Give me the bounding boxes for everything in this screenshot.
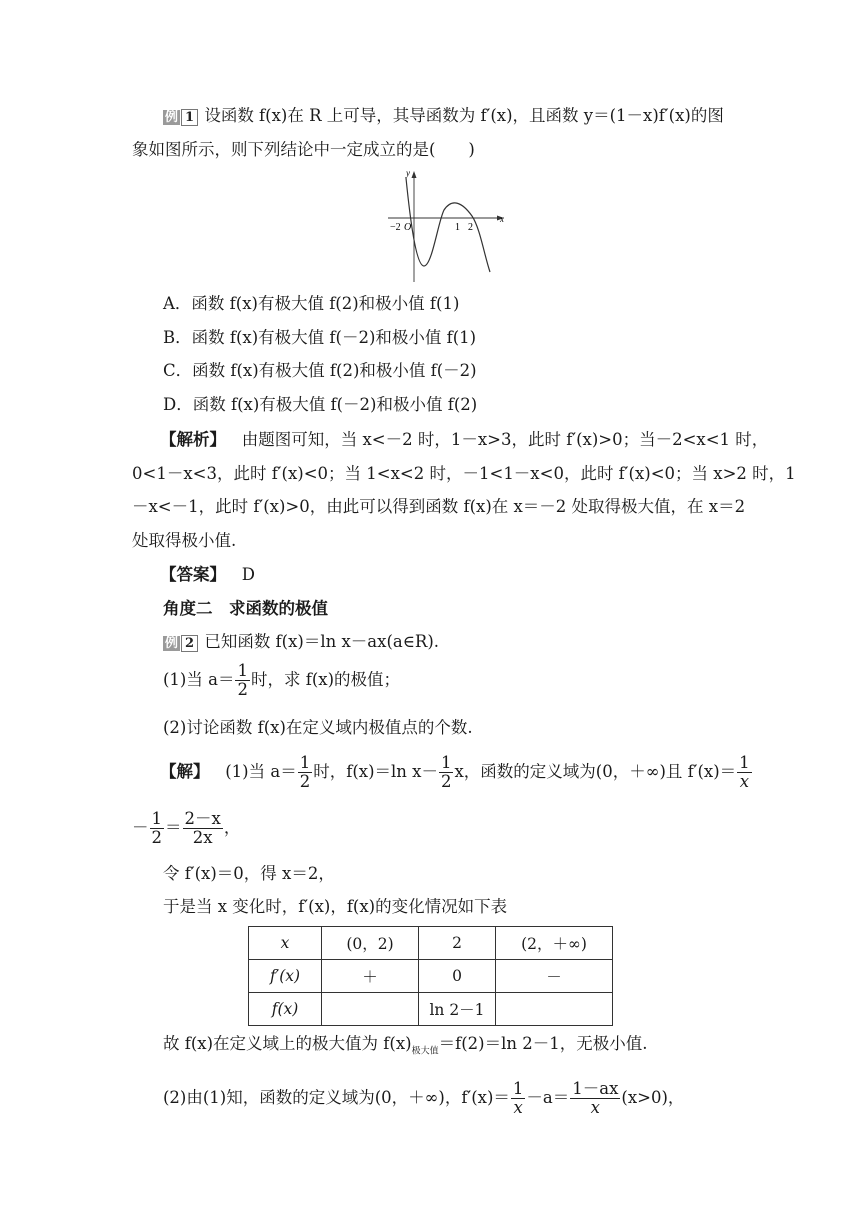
y-axis-arrow bbox=[412, 171, 417, 178]
analysis-text-3: －x<－1，此时 f′(x)>0，由此可以得到函数 f(x)在 x＝－2 处取得极大值，在 x＝2 bbox=[132, 497, 746, 516]
y-axis-label: y bbox=[406, 168, 410, 178]
example-tag-label: 例 bbox=[165, 110, 179, 125]
solution-step2: 于是当 x 变化时，f′(x)，f(x)的变化情况如下表 bbox=[163, 897, 508, 916]
table-row bbox=[249, 927, 613, 960]
variation-table bbox=[248, 926, 613, 1026]
tick-label-2: 2 bbox=[468, 222, 473, 233]
solution-text: ＝ bbox=[165, 818, 182, 837]
solution-text: ＝f(2)＝ln 2－1，无极小值. bbox=[438, 1034, 648, 1053]
example-tag-label: 例 bbox=[165, 636, 179, 651]
option-c: C．函数 f(x)有极大值 f(2)和极小值 f(－2) bbox=[163, 361, 477, 380]
solution-text: 时，f(x)＝ln x－ bbox=[313, 762, 438, 781]
numerator: 1－ax bbox=[572, 1079, 619, 1098]
solution-text: (x>0)， bbox=[621, 1088, 685, 1107]
fraction-half bbox=[439, 754, 454, 791]
solution-label: 【解】 bbox=[160, 762, 210, 781]
numerator: 1 bbox=[440, 753, 452, 772]
solution-line2 bbox=[132, 810, 240, 847]
origin-label: O bbox=[404, 222, 412, 233]
solution-text: (2)由(1)知，函数的定义域为(0，＋∞)，f′(x)＝ bbox=[163, 1088, 510, 1107]
example-number: 1 bbox=[181, 109, 198, 126]
example1-stem-line2: 象如图所示，则下列结论中一定成立的是( ) bbox=[132, 140, 475, 159]
solution-text: － bbox=[132, 818, 149, 837]
tick-label-neg2: −2 bbox=[390, 222, 401, 233]
table-cell: (0，2) bbox=[322, 927, 419, 960]
table-cell: ln 2－1 bbox=[419, 993, 496, 1026]
example2-line bbox=[163, 632, 439, 652]
table-row bbox=[249, 960, 613, 993]
numerator: 1 bbox=[237, 661, 248, 680]
table-cell: f(x) bbox=[249, 993, 322, 1026]
table-cell: f′(x) bbox=[249, 960, 322, 993]
table-cell: ＋ bbox=[322, 960, 419, 993]
question-1 bbox=[163, 662, 400, 699]
denominator: 2 bbox=[299, 772, 311, 791]
fraction-1-minus-ax-over-x bbox=[570, 1080, 620, 1117]
curve bbox=[406, 178, 490, 272]
numerator: 1 bbox=[512, 1079, 524, 1098]
table-cell: (2，＋∞) bbox=[496, 927, 613, 960]
analysis-text-2: 0<1－x<3，此时 f′(x)<0；当 1<x<2 时，－1<1－x<0，此时 f′(x)<0；当 x>2 时，1 bbox=[132, 464, 796, 483]
option-b: B．函数 f(x)有极大值 f(－2)和极小值 f(1) bbox=[163, 328, 477, 347]
table-row bbox=[249, 993, 613, 1026]
fraction-half bbox=[150, 810, 165, 847]
q1-suffix: 时，求 f(x)的极值； bbox=[250, 670, 401, 689]
solution-text: －a＝ bbox=[526, 1088, 570, 1107]
table-cell: － bbox=[496, 960, 613, 993]
question-2: (2)讨论函数 f(x)在定义域内极值点的个数. bbox=[163, 718, 473, 737]
denominator: 2 bbox=[151, 828, 162, 847]
solution-step1: 令 f′(x)＝0，得 x＝2， bbox=[163, 864, 335, 883]
fraction-2-minus-x-over-2x bbox=[183, 810, 223, 847]
table-cell bbox=[496, 993, 613, 1026]
example1-line1 bbox=[163, 106, 724, 126]
solution-line1 bbox=[160, 754, 753, 791]
answer-value: D bbox=[241, 565, 255, 584]
analysis-line1 bbox=[160, 430, 768, 450]
option-d: D．函数 f(x)有极大值 f(－2)和极小值 f(2) bbox=[163, 395, 478, 414]
subscript: 极大值 bbox=[411, 1046, 439, 1057]
analysis-text-4: 处取得极小值. bbox=[132, 531, 237, 550]
analysis-label: 【解析】 bbox=[160, 430, 226, 449]
fraction-half bbox=[235, 662, 250, 699]
example-number: 2 bbox=[181, 635, 198, 652]
solution-text: x，函数的定义域为(0，＋∞)且 f′(x)＝ bbox=[454, 762, 737, 781]
table-cell bbox=[322, 993, 419, 1026]
solution-conclusion bbox=[163, 1034, 647, 1061]
example2-stem: 已知函数 f(x)＝ln x－ax(a∈R). bbox=[204, 632, 440, 651]
fraction-one-over-x bbox=[511, 1080, 526, 1117]
denominator: 2 bbox=[237, 680, 248, 699]
numerator: 1 bbox=[739, 753, 750, 772]
table-cell: 0 bbox=[419, 960, 496, 993]
example1-stem-line1: 设函数 f(x)在 R 上可导，其导函数为 f′(x)，且函数 y＝(1－x)f′(x)的图 bbox=[204, 106, 724, 125]
fraction-one-over-x bbox=[737, 754, 752, 791]
denominator: x bbox=[513, 1098, 523, 1117]
x-axis-label: x bbox=[500, 214, 504, 224]
section-title: 角度二 求函数的极值 bbox=[163, 599, 328, 618]
numerator: 1 bbox=[299, 753, 311, 772]
example-tag bbox=[163, 636, 180, 651]
example-tag bbox=[163, 110, 180, 125]
analysis-text-1: 由题图可知，当 x<－2 时，1－x>3，此时 f′(x)>0；当－2<x<1 时， bbox=[241, 430, 769, 449]
denominator: 2 bbox=[440, 772, 452, 791]
function-graph bbox=[386, 168, 510, 286]
numerator: 2－x bbox=[184, 809, 221, 828]
denominator: x bbox=[590, 1098, 600, 1117]
numerator: 1 bbox=[151, 809, 162, 828]
tick-label-1: 1 bbox=[455, 222, 460, 233]
answer-label: 【答案】 bbox=[160, 565, 226, 584]
option-a: A．函数 f(x)有极大值 f(2)和极小值 f(1) bbox=[163, 294, 460, 313]
answer-line bbox=[160, 565, 255, 585]
solution-text: ， bbox=[223, 818, 241, 837]
denominator: x bbox=[739, 772, 750, 791]
solution-text: (1)当 a＝ bbox=[225, 762, 297, 781]
table-cell: 2 bbox=[419, 927, 496, 960]
table-cell: x bbox=[249, 927, 322, 960]
q1-prefix: (1)当 a＝ bbox=[163, 670, 235, 689]
denominator: 2x bbox=[192, 828, 213, 847]
solution-part2 bbox=[163, 1080, 684, 1117]
solution-text: 故 f(x)在定义域上的极大值为 f(x) bbox=[163, 1034, 412, 1053]
fraction-half bbox=[298, 754, 313, 791]
